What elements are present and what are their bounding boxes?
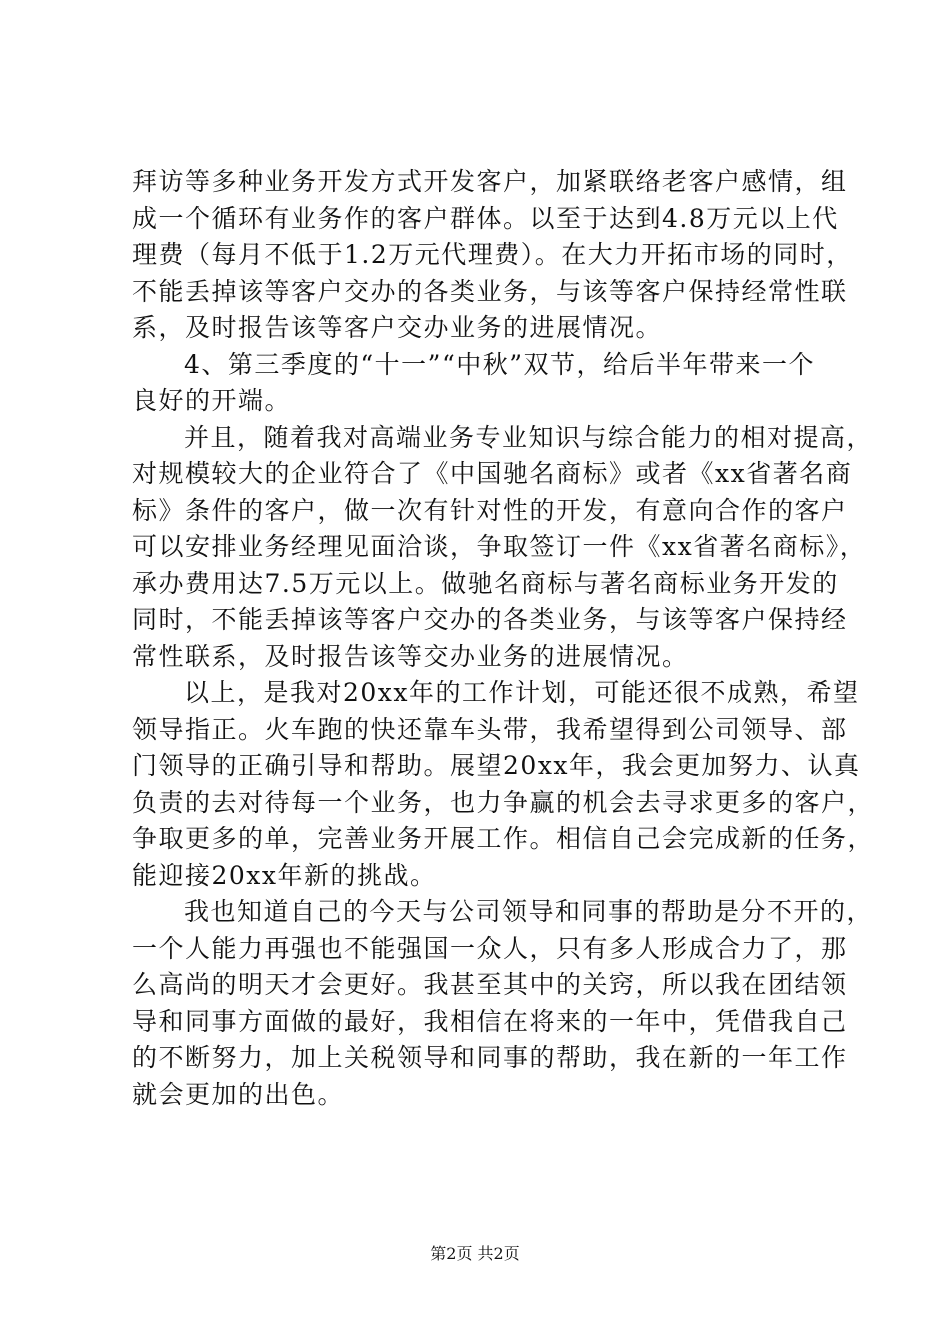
paragraph-line: 标》条件的客户，做一次有针对性的开发，有意向合作的客户	[132, 495, 848, 525]
paragraph-line: 可以安排业务经理见面洽谈，争取签订一件《xx省著名商标》，	[132, 532, 867, 561]
paragraph-line: 良好的开端。	[132, 386, 292, 415]
paragraph-line: 系，及时报告该等客户交办业务的进展情况。	[132, 313, 663, 342]
paragraph-line: 成一个循环有业务作的客户群体。以至于达到4.8万元以上代	[132, 203, 839, 233]
paragraph-line: 承办费用达7.5万元以上。做驰名商标与著名商标业务开发的	[132, 568, 839, 598]
paragraph-line: 常性联系，及时报告该等交办业务的进展情况。	[132, 641, 689, 671]
paragraph-3	[132, 420, 874, 676]
paragraph-line: 么高尚的明天才会更好。我甚至其中的关窍，所以我在团结领	[132, 970, 848, 999]
paragraph-line: 门领导的正确引导和帮助。展望20xx年，我会更加努力、认真	[132, 751, 861, 780]
paragraph-line: 同时，不能丢掉该等客户交办的各类业务，与该等客户保持经	[132, 605, 848, 634]
paragraph-line: 对规模较大的企业符合了《中国驰名商标》或者《xx省著名商	[132, 459, 853, 488]
paragraph-line: 并且，随着我对高端业务专业知识与综合能力的相对提高，	[184, 422, 874, 452]
paragraph-line: 就会更加的出色。	[132, 1079, 345, 1109]
body-text	[132, 164, 875, 1113]
paragraph-line: 争取更多的单，完善业务开展工作。相信自己会完成新的任务，	[132, 824, 875, 853]
paragraph-line: 4、第三季度的“十一”“中秋”双节，给后半年带来一个	[184, 349, 816, 379]
paragraph-line: 能迎接20xx年新的挑战。	[132, 860, 437, 890]
paragraph-line: 的不断努力，加上关税领导和同事的帮助，我在新的一年工作	[132, 1043, 848, 1072]
paragraph-line: 以上，是我对20xx年的工作计划，可能还很不成熟，希望	[184, 678, 860, 707]
paragraph-1	[132, 164, 853, 347]
page-footer	[0, 1244, 950, 1264]
paragraph-4	[132, 675, 875, 894]
paragraph-2	[132, 347, 832, 420]
paragraph-line: 不能丢掉该等客户交办的各类业务，与该等客户保持经常性联	[132, 276, 848, 306]
paragraph-line: 负责的去对待每一个业务，也力争赢的机会去寻求更多的客户，	[132, 787, 875, 817]
paragraph-line: 领导指正。火车跑的快还靠车头带，我希望得到公司领导、部	[132, 714, 848, 744]
paragraph-5	[132, 894, 874, 1113]
page-number-label: 第2页 共2页	[430, 1244, 520, 1263]
paragraph-line: 我也知道自己的今天与公司领导和同事的帮助是分不开的，	[184, 897, 874, 926]
paragraph-line: 理费（每月不低于1.2万元代理费）。在大力开拓市场的同时，	[132, 240, 853, 269]
paragraph-line: 一个人能力再强也不能强国一众人，只有多人形成合力了，那	[132, 933, 848, 963]
paragraph-line: 导和同事方面做的最好，我相信在将来的一年中，凭借我自己	[132, 1006, 848, 1036]
paragraph-line: 拜访等多种业务开发方式开发客户，加紧联络老客户感情，组	[132, 167, 848, 196]
